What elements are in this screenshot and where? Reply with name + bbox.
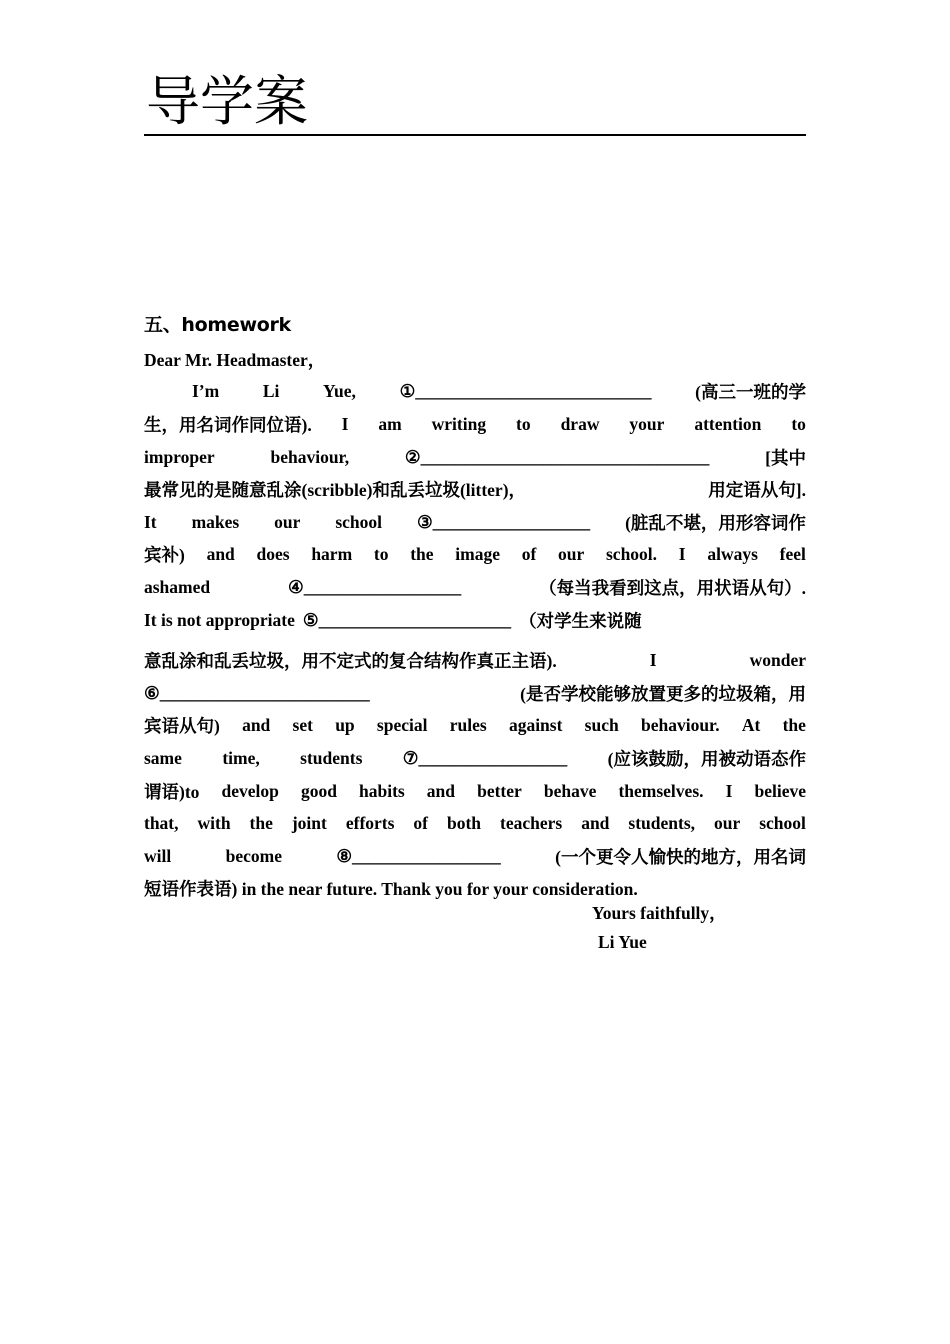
letter-word: up: [335, 715, 355, 736]
letter-word: (脏乱不堪，用形容词作: [625, 512, 806, 533]
letter-word: school.: [606, 544, 658, 565]
letter-word: students: [300, 747, 363, 768]
letter-line: [144, 742, 806, 775]
letter-word: themselves.: [618, 780, 704, 801]
letter-word: better: [477, 780, 522, 801]
letter-word: writing: [431, 413, 487, 434]
letter-line: [144, 408, 806, 441]
letter-line: [144, 604, 806, 637]
letter-line: [144, 571, 806, 604]
letter-word: and: [242, 715, 271, 736]
letter-body: [144, 343, 806, 905]
letter-word: (是否学校能够放置更多的垃圾箱，用: [520, 683, 806, 704]
header-rule: [144, 134, 806, 136]
letter-word: ashamed: [144, 576, 211, 597]
letter-word: 短语作表语) in the near future. Thank you for your consideration.: [144, 879, 638, 900]
letter-word: your: [629, 413, 665, 434]
letter-word: school: [335, 511, 383, 532]
letter-word: Yue,: [323, 381, 356, 402]
letter-word: ⑦_________________: [402, 747, 568, 768]
letter-line: [144, 807, 806, 840]
letter-line: [144, 441, 806, 474]
letter-word: [其中: [765, 447, 806, 468]
letter-word: the: [782, 715, 806, 736]
letter-word: both: [446, 813, 482, 834]
letter-word: 用定语从句].: [708, 480, 806, 501]
letter-word: 谓语)to: [144, 781, 200, 802]
letter-line: [144, 710, 806, 743]
letter-word: rules: [449, 715, 487, 736]
letter-word: of: [521, 544, 537, 565]
letter-word: to: [516, 413, 531, 434]
letter-word: I: [678, 544, 686, 565]
letter-word: of: [413, 813, 428, 834]
letter-word: image: [455, 544, 500, 565]
letter-word: same: [144, 747, 182, 768]
letter-word: Li: [262, 381, 280, 402]
letter-word: such: [584, 715, 619, 736]
letter-word: am: [378, 413, 402, 434]
page-title: 导学案: [146, 70, 308, 133]
letter-word: against: [508, 715, 563, 736]
letter-salutation: Dear Mr. Headmaster，: [144, 349, 326, 370]
letter-word: believe: [754, 780, 806, 801]
letter-word: (高三一班的学: [695, 382, 806, 403]
letter-word: It is not appropriate: [144, 609, 295, 630]
letter-word: joint: [291, 813, 327, 834]
letter-word: At: [741, 715, 761, 736]
letter-word: behaviour,: [270, 446, 350, 467]
letter-word: will: [144, 845, 172, 866]
letter-closing: Yours faithfully，: [592, 903, 727, 923]
letter-word: makes: [191, 511, 240, 532]
letter-word: to: [373, 544, 389, 565]
letter-word: I’m: [192, 381, 220, 402]
letter-word: ⑥________________________: [144, 682, 370, 703]
letter-word: feel: [779, 544, 806, 565]
letter-word: does: [256, 544, 290, 565]
letter-line: [144, 539, 806, 572]
letter-word: and: [426, 780, 456, 801]
letter-word: 生，用名词作同位语).: [144, 414, 312, 435]
letter-line: [144, 376, 806, 409]
letter-word: good: [300, 780, 337, 801]
letter-word: school: [759, 813, 806, 834]
letter-word: I: [649, 650, 657, 671]
letter-word: I: [341, 413, 349, 434]
letter-word: time,: [222, 747, 260, 768]
letter-word: ④__________________: [288, 576, 462, 597]
letter-line: [144, 644, 806, 677]
letter-signature: Li Yue: [598, 932, 647, 952]
letter-line: [144, 775, 806, 808]
letter-word: ⑤______________________: [302, 609, 512, 630]
letter-word: ⑧_________________: [336, 845, 501, 866]
letter-word: with: [197, 813, 231, 834]
letter-word: ②_________________________________: [404, 446, 710, 467]
letter-word: 意乱涂和乱丢垃圾，用不定式的复合结构作真正主语).: [144, 651, 557, 672]
letter-word: the: [249, 813, 273, 834]
letter-word: our: [274, 511, 301, 532]
letter-word: improper: [144, 446, 215, 467]
letter-word: I: [725, 780, 733, 801]
letter-line: [144, 506, 806, 539]
letter-word: our: [558, 544, 585, 565]
letter-word: 宾补): [144, 545, 185, 566]
letter-line: [144, 473, 806, 506]
letter-word: set: [292, 715, 313, 736]
letter-word: (一个更令人愉快的地方，用名词: [555, 846, 806, 867]
letter-word: 宾语从句): [144, 716, 220, 737]
letter-word: students,: [628, 813, 696, 834]
letter-word: wonder: [749, 650, 806, 671]
letter-word: efforts: [345, 813, 395, 834]
letter-word: special: [376, 715, 428, 736]
letter-word: ①___________________________: [399, 381, 652, 402]
letter-word: harm: [311, 544, 353, 565]
letter-word: behave: [543, 780, 597, 801]
letter-line: [144, 840, 806, 873]
letter-word: (应该鼓励，用被动语态作: [607, 748, 806, 769]
section-heading: 五、homework: [144, 314, 291, 336]
letter-word: （对学生来说随: [519, 610, 642, 631]
letter-line: [144, 677, 806, 710]
letter-word: teachers: [500, 813, 563, 834]
letter-word: develop: [221, 780, 279, 801]
letter-word: （每当我看到这点，用状语从句）.: [539, 577, 806, 598]
letter-word: our: [714, 813, 741, 834]
letter-word: ③__________________: [416, 511, 591, 532]
letter-word: always: [707, 544, 758, 565]
letter-word: attention: [694, 413, 762, 434]
letter-word: to: [791, 413, 806, 434]
letter-word: and: [581, 813, 610, 834]
letter-word: become: [225, 845, 282, 866]
letter-word: draw: [560, 413, 600, 434]
letter-word: the: [410, 544, 434, 565]
letter-word: and: [206, 544, 235, 565]
letter-word: behaviour.: [640, 715, 720, 736]
letter-word: It: [144, 511, 157, 532]
letter-word: habits: [359, 780, 405, 801]
letter-word: 最常见的是随意乱涂(scribble)和乱丢垃圾(litter)，: [144, 480, 527, 501]
letter-word: that,: [144, 813, 179, 834]
